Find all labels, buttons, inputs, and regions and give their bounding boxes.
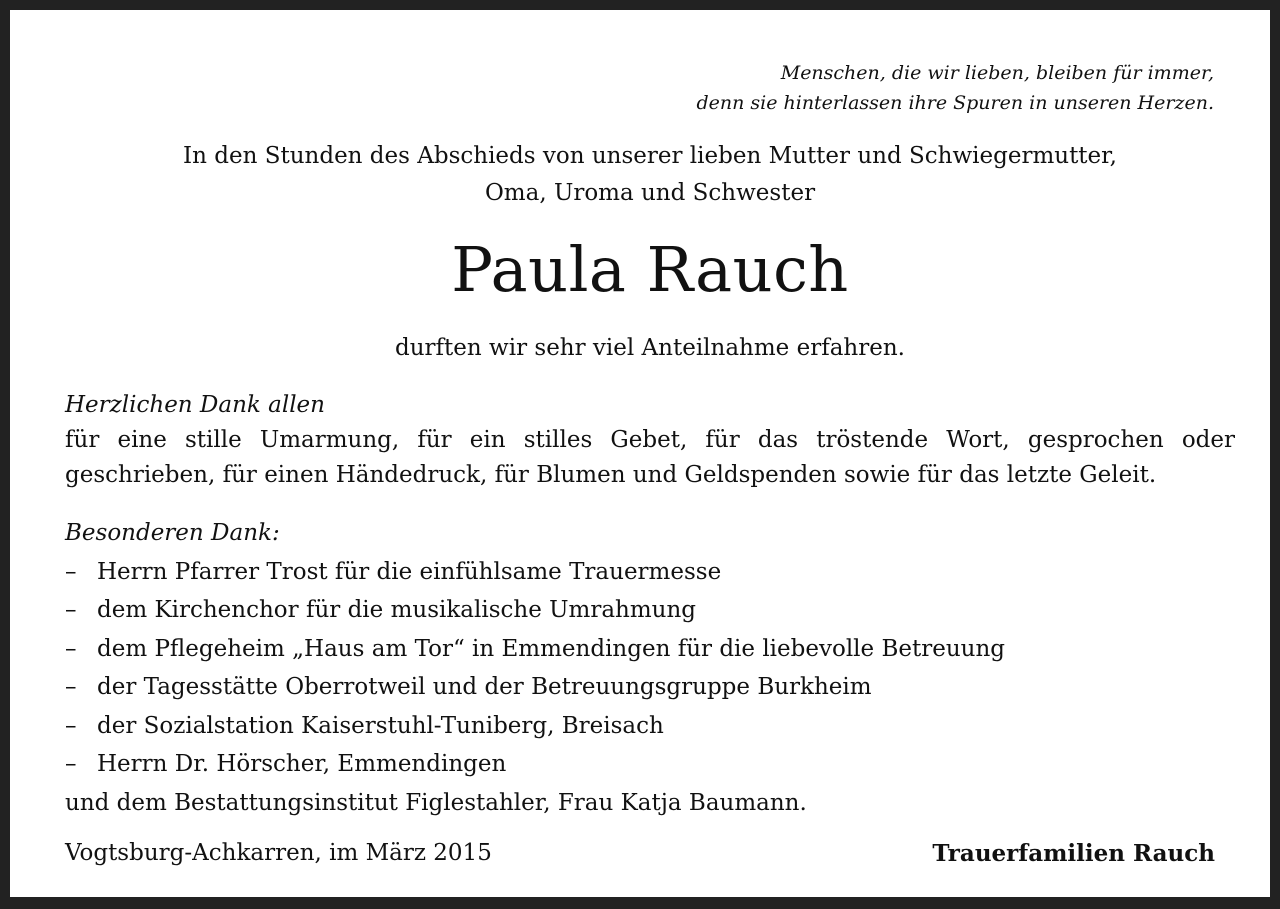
motto-line-1: Menschen, die wir lieben, bleiben für immer, (780, 62, 1214, 84)
dash-bullet: – (65, 674, 77, 700)
special-thanks-item (65, 553, 1235, 592)
dash-bullet: – (65, 635, 77, 662)
general-thanks (65, 388, 1235, 493)
intro-line-2: Oma, Uroma und Schwester (484, 180, 816, 206)
special-thanks-heading: Besonderen Dank: (65, 520, 280, 546)
thanks-heading: Herzlichen Dank allen (65, 392, 325, 418)
sympathy-text: durften wir sehr viel Anteilnahme erfahren. (395, 335, 905, 361)
dash-bullet: – (65, 597, 77, 623)
special-thanks-item (65, 591, 1235, 630)
special-thanks-item-text: dem Pflegeheim „Haus am Tor“ in Emmendingen für die liebevolle Betreuung (97, 635, 1005, 662)
deceased-name: Paula Rauch (451, 233, 849, 306)
special-thanks-item (65, 668, 1235, 707)
motto-quote (696, 58, 1214, 118)
special-thanks-item-text: Herrn Pfarrer Trost für die einfühlsame Trauermesse (97, 558, 722, 585)
special-thanks-item-text: der Tagesstätte Oberrotweil und der Betreuungsgruppe Burkheim (97, 674, 872, 700)
special-thanks-item (65, 630, 1235, 669)
special-thanks-item (65, 707, 1235, 746)
motto-line-2: denn sie hinterlassen ihre Spuren in unseren Herzen. (696, 92, 1214, 114)
dash-bullet: – (65, 712, 77, 739)
special-thanks-item-text: der Sozialstation Kaiserstuhl-Tuniberg, Breisach (97, 712, 664, 739)
intro-text (10, 138, 1280, 212)
special-thanks (65, 514, 1235, 822)
special-thanks-closing: und dem Bestattungsinstitut Figlestahler, Frau Katja Baumann. (65, 789, 807, 816)
family-signature: Trauerfamilien Rauch (932, 840, 1215, 867)
dash-bullet: – (65, 751, 77, 777)
special-thanks-item-text: Herrn Dr. Hörscher, Emmendingen (97, 751, 507, 777)
intro-line-1: In den Stunden des Abschieds von unserer lieben Mutter und Schwiegermutter, (183, 143, 1117, 169)
special-thanks-item (65, 745, 1235, 784)
thanks-body: für eine stille Umarmung, für ein stilles Gebet, für das tröstende Wort, gesprochen oder geschrieben, für einen Händedruck, für Blumen und Geldspenden sowie für das letzte Geleit. (65, 427, 1235, 488)
special-thanks-item-text: dem Kirchenchor für die musikalische Umrahmung (97, 597, 697, 623)
dash-bullet: – (65, 558, 77, 585)
place-and-date: Vogtsburg-Achkarren, im März 2015 (65, 840, 492, 866)
